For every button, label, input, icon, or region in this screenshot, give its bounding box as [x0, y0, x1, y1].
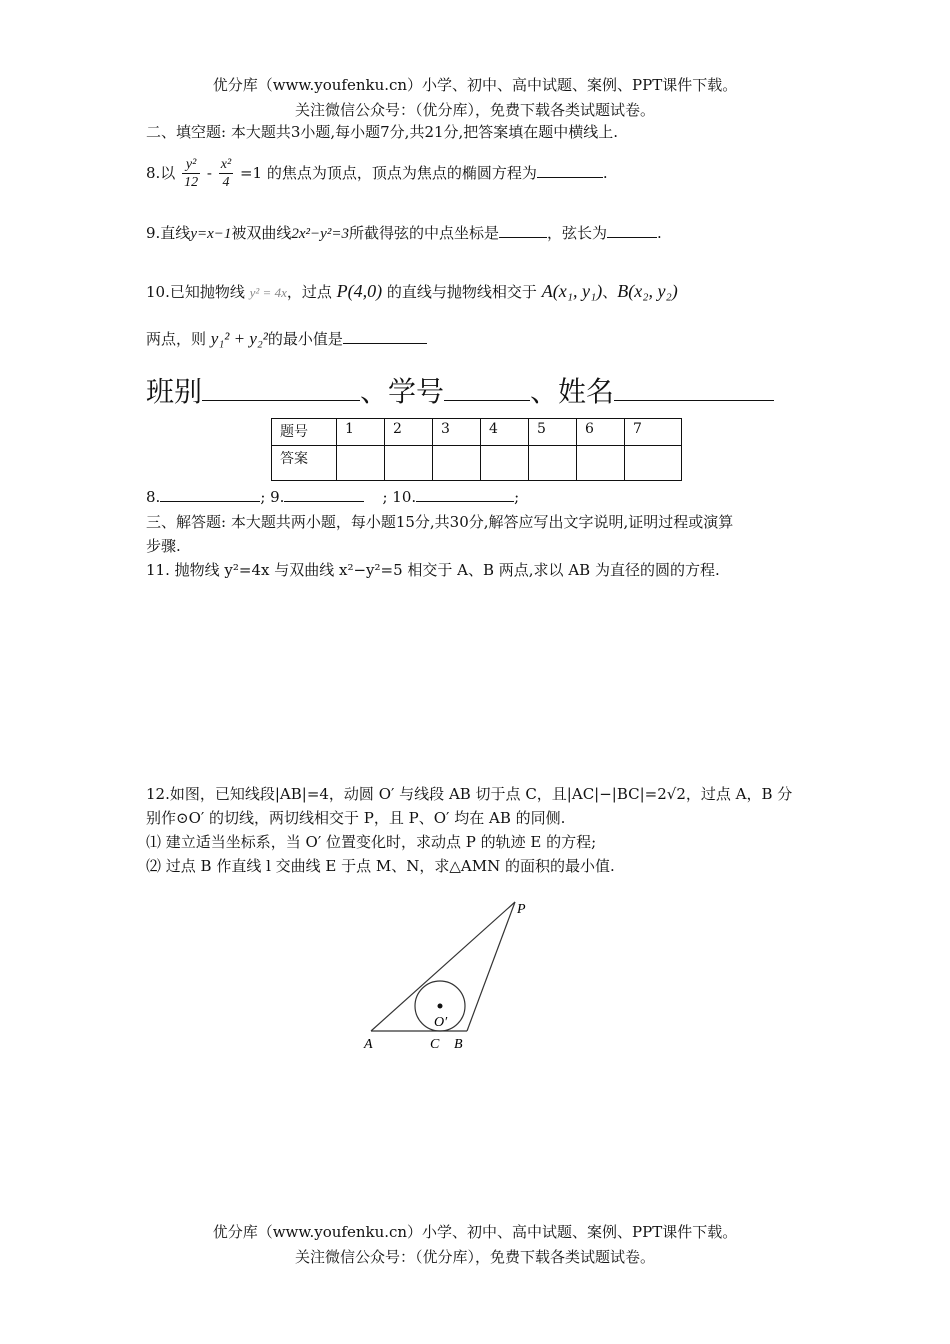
fill-end: ;: [514, 488, 520, 506]
q10-line2-b: 的最小值是: [267, 330, 343, 348]
q9-blank-1[interactable]: [499, 222, 547, 238]
question-12-line-2: 别作⊙O′ 的切线，两切线相交于 P，且 P、O′ 均在 AB 的同侧.: [146, 809, 566, 827]
label-b: B: [454, 1037, 463, 1052]
question-12-line-1: 12.如图，已知线段|AB|=4，动圆 O′ 与线段 AB 切于点 C，且|AC|−|BC|=2√2，过点 A，B 分: [146, 785, 793, 803]
q8-fraction-2: [219, 157, 233, 192]
class-field[interactable]: [202, 374, 360, 401]
q10-blank[interactable]: [343, 328, 427, 344]
q10-point-p: P(4,0): [336, 281, 383, 301]
section3-title-line-1: 三、解答题: 本大题共两小题，每小题15分,共30分,解答应写出文字说明,证明过程或演算: [146, 513, 734, 531]
question-10-line-2: [146, 324, 427, 354]
answer-cell-2[interactable]: [385, 446, 433, 481]
q9-hyperbola-expr: 2x²−y²=3: [291, 226, 349, 242]
q8-num: 8.以: [146, 164, 176, 182]
table-answer-label: 答案: [272, 446, 337, 481]
answer-table: [271, 418, 682, 481]
question-12-part-2: ⑵ 过点 B 作直线 l 交曲线 E 于点 M、N，求△AMN 的面积的最小值.: [146, 857, 615, 875]
answer-cell-6[interactable]: [577, 446, 625, 481]
table-num-2: 2: [385, 419, 433, 446]
label-a: A: [364, 1037, 373, 1052]
label-o-prime: O′: [434, 1015, 448, 1030]
section2-title: 二、填空题: 本大题共3小题,每小题7分,共21分,把答案填在题中横线上.: [146, 123, 619, 141]
footer-line-2: 关注微信公众号：（优分库），免费下载各类试题试卷。: [294, 1248, 655, 1266]
label-c: C: [430, 1037, 440, 1052]
q10-point-b: B(x₂, y₂): [617, 281, 678, 301]
question-10-line-1: [146, 276, 678, 308]
q10-text-a: 10.已知抛物线: [146, 283, 245, 301]
answer-table-answer-row: [272, 446, 682, 481]
q9-text-d: ，弦长为: [546, 224, 607, 242]
q8-end: .: [602, 164, 608, 182]
q10-parabola: y² = 4x: [249, 285, 287, 300]
fill-9-field[interactable]: [284, 486, 364, 502]
q8-frac1-den: 12: [184, 174, 199, 190]
table-header-label: 题号: [272, 419, 337, 446]
table-num-5: 5: [529, 419, 577, 446]
answer-cell-1[interactable]: [337, 446, 385, 481]
section3-title-line-2: 步骤.: [146, 537, 181, 555]
table-num-6: 6: [577, 419, 625, 446]
q8-frac2-den: 4: [222, 174, 230, 190]
q8-minus: -: [206, 164, 212, 182]
footer-line-1: 优分库（www.youfenku.cn）小学、初中、高中试题、案例、PPT课件下载。: [212, 1223, 738, 1241]
q9-text-a: 9.直线: [146, 224, 191, 242]
class-label: 班别: [146, 375, 203, 408]
fill-8-field[interactable]: [160, 486, 260, 502]
answer-cell-4[interactable]: [481, 446, 529, 481]
q10-expr: y₁² + y₂²: [210, 329, 268, 348]
name-label: 、姓名: [530, 375, 615, 408]
question-11: 11. 抛物线 y²=4x 与双曲线 x²−y²=5 相交于 A、B 两点,求以 AB 为直径的圆的方程.: [146, 561, 720, 579]
student-id-field[interactable]: [444, 374, 530, 401]
header-line-2: 关注微信公众号：（优分库），免费下载各类试题试卷。: [294, 101, 655, 119]
question-9: [146, 222, 662, 244]
question-8: [146, 156, 608, 192]
q10-point-a: A(x₁, y₁): [541, 281, 603, 301]
q9-end: .: [656, 224, 662, 242]
student-id-label: 、学号: [360, 375, 445, 408]
q10-text-c: 的直线与抛物线相交于: [386, 283, 537, 301]
q10-line2-a: 两点，则: [146, 330, 207, 348]
label-p: P: [517, 902, 526, 917]
question-12-part-1: ⑴ 建立适当坐标系，当 O′ 位置变化时，求动点 P 的轨迹 E 的方程;: [146, 833, 597, 851]
q8-frac1-num: y²: [182, 157, 200, 174]
tangent-ap: [371, 902, 515, 1031]
tangent-bp: [467, 902, 515, 1031]
q9-text-b: 被双曲线: [231, 224, 292, 242]
fill-10-label: ; 10.: [382, 488, 417, 506]
answer-cell-3[interactable]: [433, 446, 481, 481]
table-num-3: 3: [433, 419, 481, 446]
q8-text: 的焦点为顶点，顶点为焦点的椭圆方程为: [266, 164, 537, 182]
name-field[interactable]: [614, 374, 774, 401]
fill-10-field[interactable]: [416, 486, 514, 502]
answer-table-header-row: [272, 419, 682, 446]
q8-fraction-1: [182, 157, 200, 192]
q10-sep: 、: [602, 283, 618, 301]
fill-answers-line: [146, 486, 519, 507]
fill-8-label: 8.: [146, 488, 161, 506]
q10-text-b: ，过点: [286, 283, 332, 301]
table-num-1: 1: [337, 419, 385, 446]
q8-blank[interactable]: [537, 162, 603, 178]
center-dot: [438, 1004, 443, 1009]
table-num-4: 4: [481, 419, 529, 446]
answer-cell-5[interactable]: [529, 446, 577, 481]
q8-eq: =1: [239, 164, 263, 182]
table-num-7: 7: [625, 419, 682, 446]
header-line-1: 优分库（www.youfenku.cn）小学、初中、高中试题、案例、PPT课件下载。: [212, 76, 738, 94]
fill-9-label: ; 9.: [260, 488, 285, 506]
q9-line-expr: y=x−1: [190, 226, 232, 242]
q8-frac2-num: x²: [220, 156, 232, 172]
answer-cell-7[interactable]: [625, 446, 682, 481]
q9-blank-2[interactable]: [607, 222, 657, 238]
tangent-figure: [355, 890, 555, 1055]
q9-text-c: 所截得弦的中点坐标是: [348, 224, 499, 242]
student-info-line: [146, 374, 774, 410]
